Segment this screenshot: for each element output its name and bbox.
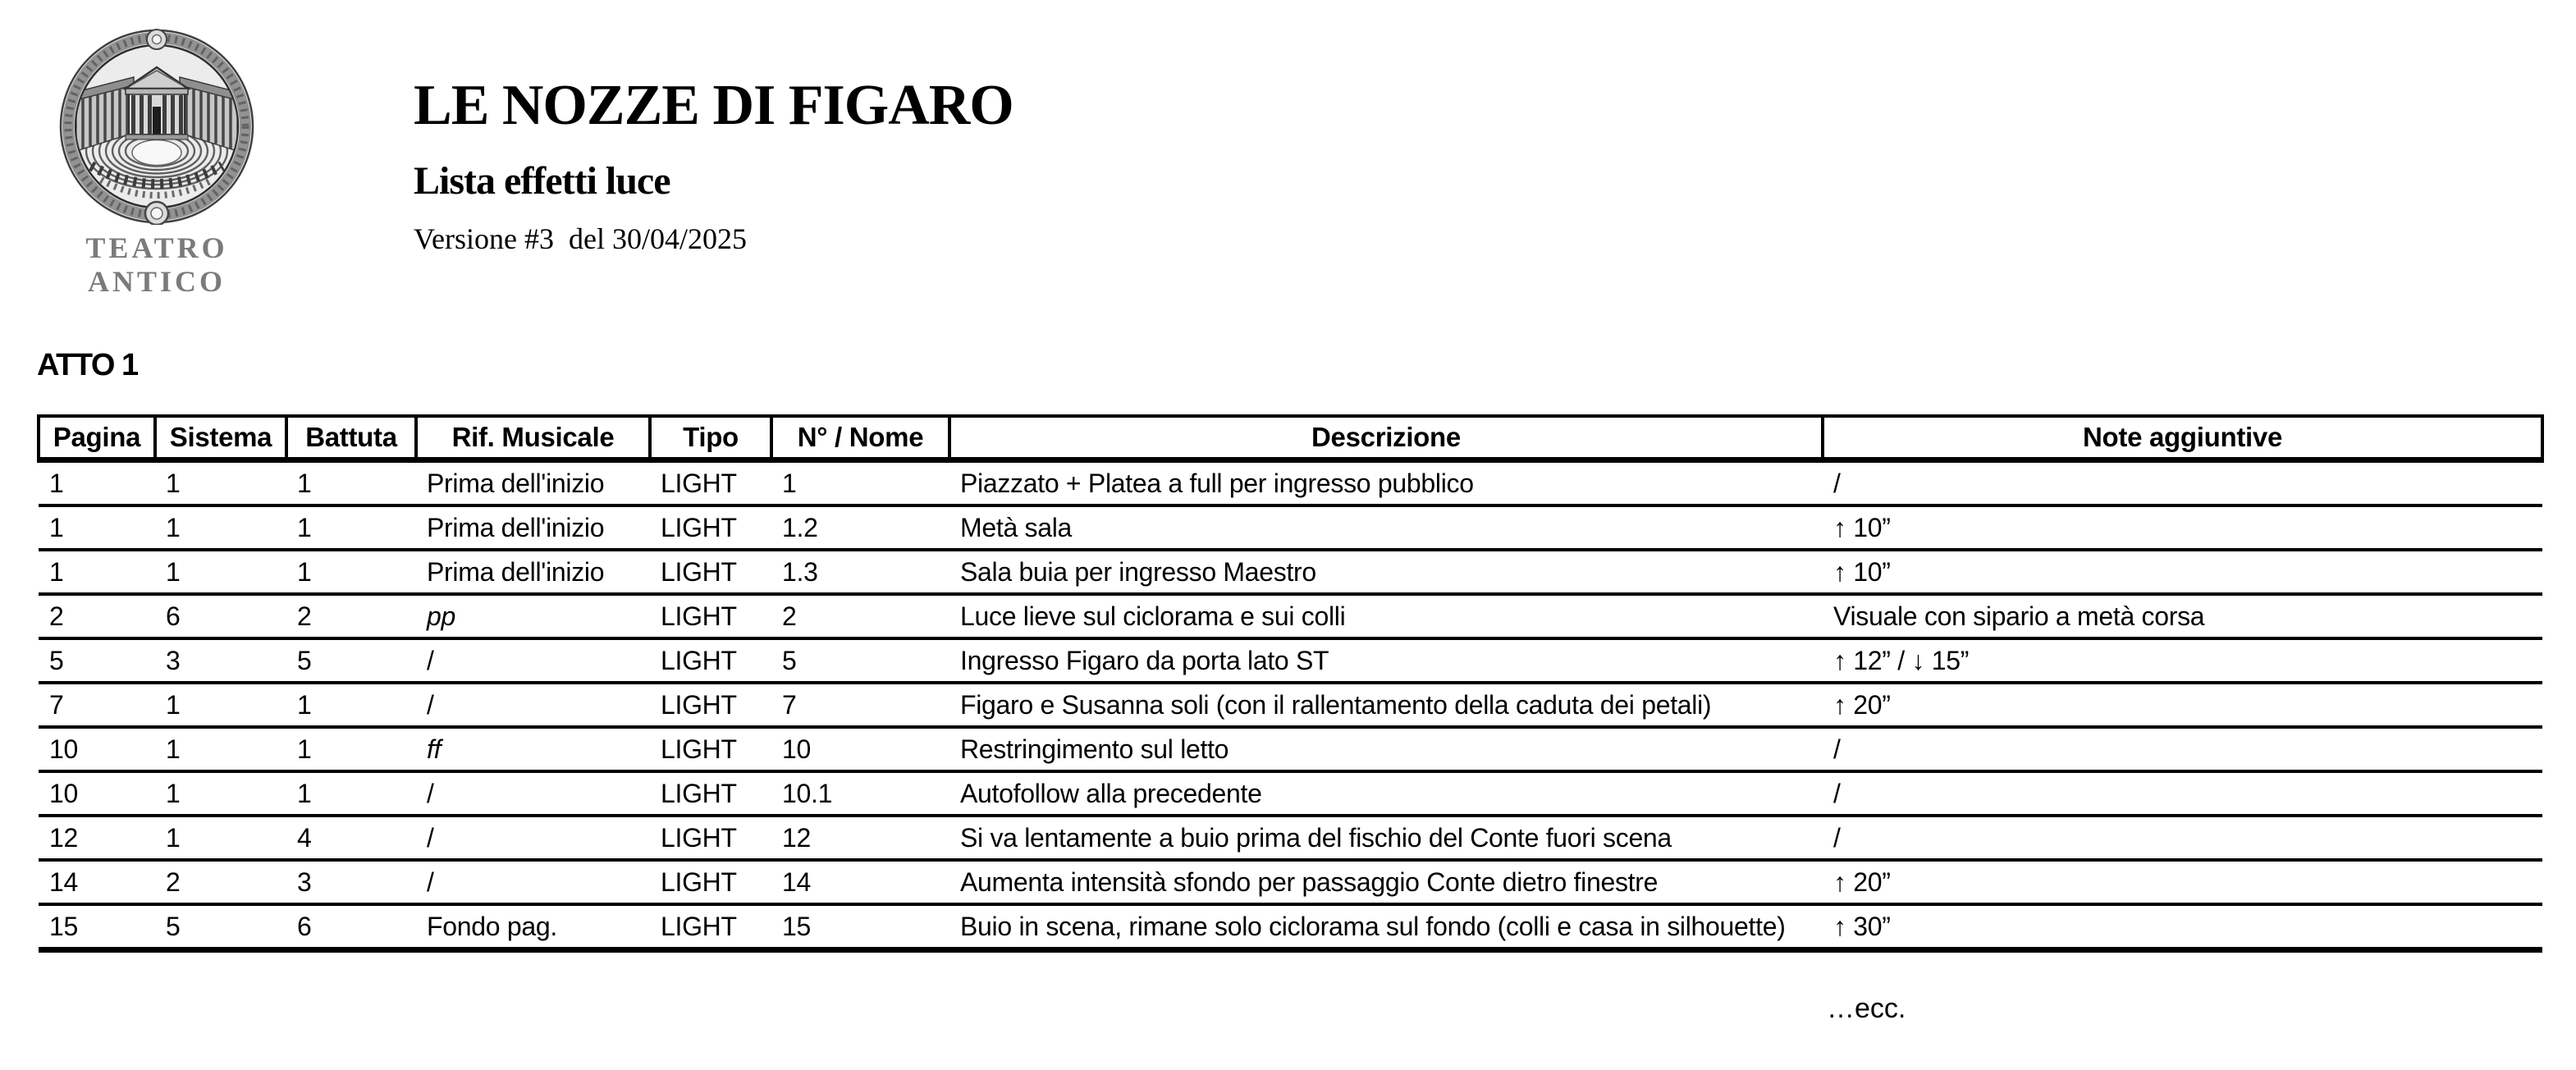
cell-sistema: 1 (166, 779, 181, 808)
cell-rif: / (427, 867, 434, 897)
cell-nome: 5 (782, 646, 797, 675)
cell-rif: Fondo pag. (427, 912, 557, 941)
cell-rif: / (427, 823, 434, 853)
table-row (39, 460, 2542, 506)
cell-tipo: LIGHT (661, 867, 737, 897)
document-title: LE NOZZE DI FIGARO (414, 74, 1013, 137)
cell-sistema: 1 (166, 823, 181, 853)
cell-tipo: LIGHT (661, 646, 737, 675)
cell-tipo: LIGHT (661, 513, 737, 542)
cell-note: ↑ 20” (1833, 690, 1891, 720)
cell-sistema: 1 (166, 734, 181, 764)
cell-sistema: 3 (166, 646, 181, 675)
cell-pagina: 7 (49, 690, 64, 720)
cell-note: / (1833, 823, 1841, 853)
cell-nome: 14 (782, 867, 811, 897)
cell-descrizione: Restringimento sul letto (960, 734, 1229, 764)
cell-pagina: 12 (49, 823, 78, 853)
table-row (39, 550, 2542, 594)
cell-pagina: 1 (49, 513, 64, 542)
cell-descrizione: Buio in scena, rimane solo ciclorama sul fondo (colli e casa in silhouette) (960, 912, 1786, 941)
cell-battuta: 6 (297, 912, 312, 941)
table-row (39, 683, 2542, 727)
cell-tipo: LIGHT (661, 912, 737, 941)
cell-battuta: 1 (297, 469, 312, 498)
org-name-line2: ANTICO (87, 265, 226, 298)
ancient-theater-emblem-icon (58, 28, 255, 225)
column-header-nome: N° / Nome (771, 416, 949, 460)
cell-nome: 10.1 (782, 779, 833, 808)
cell-rif: / (427, 779, 434, 808)
cell-rif: / (427, 646, 434, 675)
cell-note: ↑ 10” (1833, 557, 1891, 587)
cell-battuta: 2 (297, 601, 312, 631)
cell-nome: 7 (782, 690, 797, 720)
table-row (39, 904, 2542, 950)
cell-note: ↑ 10” (1833, 513, 1891, 542)
cell-sistema: 1 (166, 469, 181, 498)
cell-sistema: 5 (166, 912, 181, 941)
document-subtitle: Lista effetti luce (414, 159, 670, 203)
cell-tipo: LIGHT (661, 690, 737, 720)
cell-sistema: 6 (166, 601, 181, 631)
document-version: Versione #3 del 30/04/2025 (414, 222, 747, 255)
cell-battuta: 5 (297, 646, 312, 675)
table-body (39, 460, 2542, 950)
table-header-row (39, 416, 2542, 460)
table-row (39, 771, 2542, 816)
cell-descrizione: Autofollow alla precedente (960, 779, 1262, 808)
act-heading: ATTO 1 (37, 348, 138, 382)
column-header-rif: Rif. Musicale (416, 416, 650, 460)
cell-note: / (1833, 734, 1841, 764)
cell-rif: / (427, 690, 434, 720)
org-name-line1: TEATRO (85, 231, 228, 264)
cell-sistema: 1 (166, 690, 181, 720)
cell-tipo: LIGHT (661, 823, 737, 853)
table-row (39, 816, 2542, 860)
cell-tipo: LIGHT (661, 601, 737, 631)
cell-rif: ff (427, 734, 442, 764)
cell-descrizione: Figaro e Susanna soli (con il rallentamento della caduta dei petali) (960, 690, 1712, 720)
table-header (39, 416, 2542, 460)
cell-battuta: 1 (297, 779, 312, 808)
cell-note: ↑ 30” (1833, 912, 1891, 941)
column-header-pagina: Pagina (39, 416, 155, 460)
column-header-tipo: Tipo (650, 416, 771, 460)
cell-descrizione: Aumenta intensità sfondo per passaggio Conte dietro finestre (960, 867, 1659, 897)
cell-descrizione: Ingresso Figaro da porta lato ST (960, 646, 1329, 675)
etcetera-label: …ecc. (1827, 993, 1906, 1024)
cell-rif: pp (427, 601, 455, 631)
cell-battuta: 1 (297, 557, 312, 587)
table-row (39, 638, 2542, 683)
cell-battuta: 1 (297, 734, 312, 764)
cell-note: Visuale con sipario a metà corsa (1833, 601, 2205, 631)
cell-descrizione: Sala buia per ingresso Maestro (960, 557, 1316, 587)
table-row (39, 727, 2542, 771)
title-block (414, 74, 1013, 255)
cell-battuta: 4 (297, 823, 312, 853)
cell-tipo: LIGHT (661, 734, 737, 764)
cell-descrizione: Luce lieve sul ciclorama e sui colli (960, 601, 1346, 631)
cell-descrizione: Si va lentamente a buio prima del fischio del Conte fuori scena (960, 823, 1672, 853)
cell-nome: 12 (782, 823, 811, 853)
column-header-note: Note aggiuntive (1823, 416, 2542, 460)
cell-pagina: 2 (49, 601, 64, 631)
cell-nome: 15 (782, 912, 811, 941)
cell-sistema: 2 (166, 867, 181, 897)
column-header-sistema: Sistema (155, 416, 286, 460)
cell-note: / (1833, 469, 1841, 498)
cell-descrizione: Piazzato + Platea a full per ingresso pubblico (960, 469, 1474, 498)
cell-nome: 10 (782, 734, 811, 764)
cell-pagina: 10 (49, 734, 78, 764)
cell-pagina: 10 (49, 779, 78, 808)
effects-table (37, 414, 2544, 953)
table-row (39, 860, 2542, 904)
table-row (39, 505, 2542, 550)
cell-nome: 2 (782, 601, 797, 631)
cell-tipo: LIGHT (661, 557, 737, 587)
table-row (39, 594, 2542, 638)
cell-rif: Prima dell'inizio (427, 557, 605, 587)
cell-tipo: LIGHT (661, 469, 737, 498)
cell-sistema: 1 (166, 513, 181, 542)
cell-nome: 1.3 (782, 557, 818, 587)
cell-note: ↑ 12” / ↓ 15” (1833, 646, 1970, 675)
cell-pagina: 14 (49, 867, 78, 897)
column-header-descrizione: Descrizione (949, 416, 1823, 460)
cell-descrizione: Metà sala (960, 513, 1073, 542)
cell-nome: 1.2 (782, 513, 818, 542)
cell-rif: Prima dell'inizio (427, 469, 605, 498)
cell-pagina: 1 (49, 469, 64, 498)
cell-pagina: 5 (49, 646, 64, 675)
cell-battuta: 1 (297, 513, 312, 542)
cell-note: ↑ 20” (1833, 867, 1891, 897)
cell-nome: 1 (782, 469, 797, 498)
cell-rif: Prima dell'inizio (427, 513, 605, 542)
cell-battuta: 1 (297, 690, 312, 720)
cell-pagina: 15 (49, 912, 78, 941)
cell-battuta: 3 (297, 867, 312, 897)
cell-sistema: 1 (166, 557, 181, 587)
cell-tipo: LIGHT (661, 779, 737, 808)
column-header-battuta: Battuta (286, 416, 416, 460)
cell-pagina: 1 (49, 557, 64, 587)
cell-note: / (1833, 779, 1841, 808)
